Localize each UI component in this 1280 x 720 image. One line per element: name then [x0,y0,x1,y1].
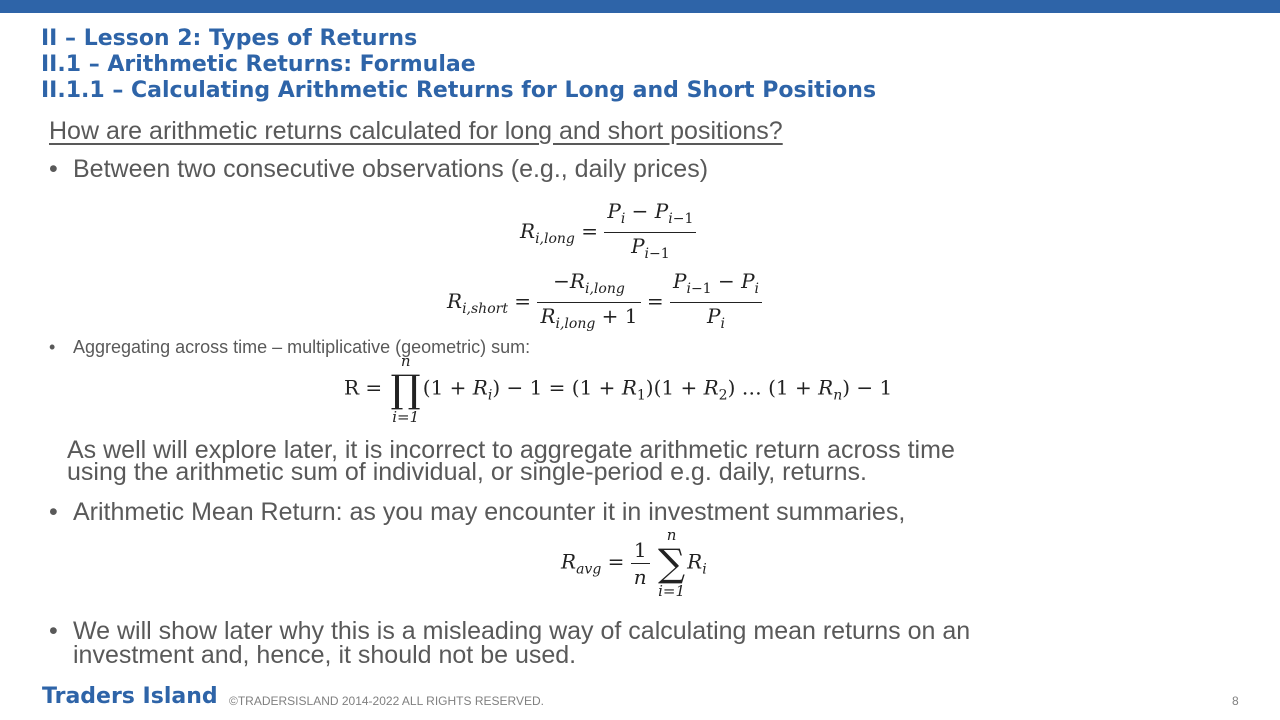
subsection-title: II.1.1 – Calculating Arithmetic Returns for Long and Short Positions [41,78,877,103]
bullet-arithmetic-mean [49,498,905,527]
formula-fraction: $\frac{P_{i-1} - P_i}{P_i}$ [670,268,762,337]
bullet-dot: • [49,617,58,645]
note-line: using the arithmetic sum of individual, or single-period e.g. daily, returns. [67,458,867,486]
bullet-dot: • [49,155,58,183]
question-heading: How are arithmetic returns calculated for long and short positions? [49,117,783,145]
bullet-text: Arithmetic Mean Return: as you may encounter it in investment summaries, [73,498,906,526]
bullet-text: We will show later why this is a misleading way of calculating mean returns on an [73,617,971,645]
top-accent-bar [0,0,1280,13]
product-operator: n ∏ i=1 [390,352,421,426]
bullet-text-continuation: investment and, hence, it should not be used. [73,641,577,669]
lesson-title: II – Lesson 2: Types of Returns [41,26,418,51]
note-line: As well will explore later, it is incorrect to aggregate arithmetic return across time [67,436,955,464]
bullet-dot: • [49,337,56,357]
bullet-consecutive-observations [49,155,708,184]
brand-logo-text: Traders Island [42,684,218,709]
formula-long-return: $R_{i,long}$ = $\frac{P_i - P_{i-1}}{P_{i-1}}$ [520,198,696,267]
bullet-dot: • [49,498,58,526]
formula-short-return: $R_{i,short}$ = $\frac{-R_{i,long}}{R_{i,long} + 1}$ = $\frac{P_{i-1} - P_i}{P_i}$ [447,268,762,337]
bullet-text: Aggregating across time – multiplicative (geometric) sum: [73,337,531,357]
formula-geometric-sum: R = n ∏ i=1 $(1 + R_i) - 1 = (1 + R_1)(1 + R_2)$ … $(1 + R_n) - 1$ [344,352,893,426]
formula-mean-return: $R_{avg}$ = $\frac{1}{n}$ n ∑ i=1 $R_i$ [561,526,707,600]
section-title: II.1 – Arithmetic Returns: Formulae [41,52,476,77]
copyright-notice: ©TRADERSISLAND 2014-2022 ALL RIGHTS RESERVED. [229,694,544,708]
slide-title-block [41,26,876,104]
bullet-misleading-warning [49,619,970,667]
formula-fraction: $\frac{1}{n}$ [631,537,650,590]
page-number: 8 [1232,694,1239,708]
sum-operator: n ∑ i=1 [658,526,686,600]
formula-fraction: $\frac{P_i - P_{i-1}}{P_{i-1}}$ [604,198,696,267]
formula-fraction: $\frac{-R_{i,long}}{R_{i,long} + 1}$ [537,268,640,337]
aggregation-note [67,436,955,486]
bullet-text: Between two consecutive observations (e.g., daily prices) [73,155,709,183]
